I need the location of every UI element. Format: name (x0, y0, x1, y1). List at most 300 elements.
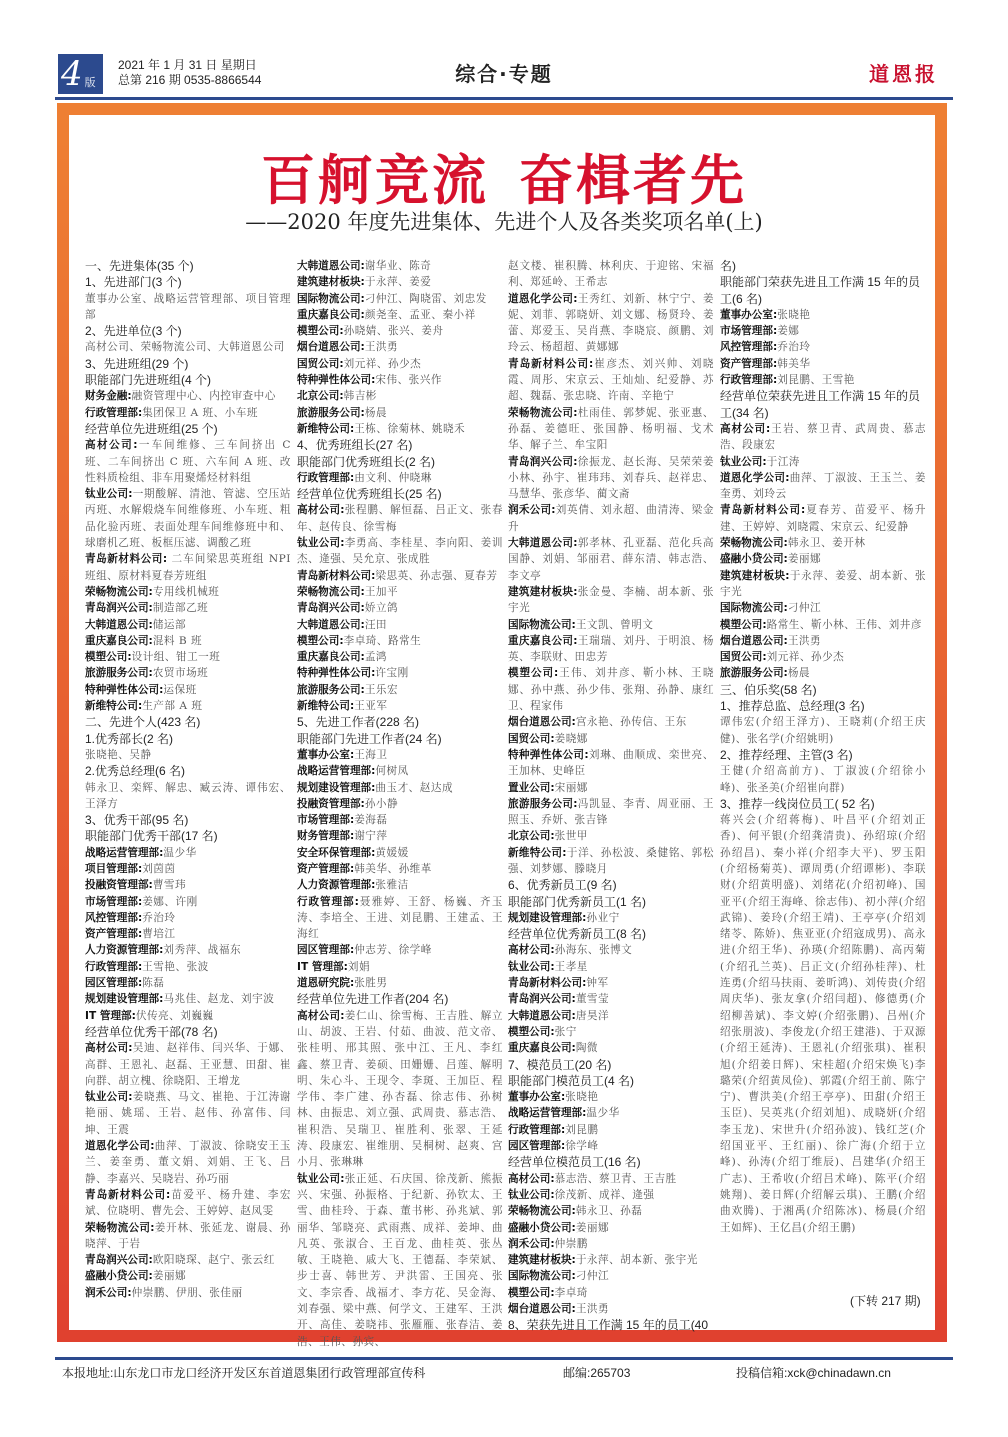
unit-label: 烟台道恩公司: (508, 1303, 576, 1315)
names-text: 姜晓燕、马文、崔艳、于江涛谢艳丽、姚瑶、王岩、赵伟、孙富伟、闫坤、王震 (85, 1091, 291, 1136)
award-entry (85, 910, 291, 926)
award-entry (297, 861, 503, 877)
unit-label: 重庆嘉良公司: (297, 308, 365, 321)
award-entry (297, 747, 503, 763)
award-entry (297, 812, 503, 828)
award-entry (85, 551, 291, 584)
award-entry (85, 1040, 291, 1089)
award-entry (508, 291, 714, 356)
award-entry (720, 535, 926, 551)
unit-label: 钛业公司: (85, 488, 133, 501)
award-entry (85, 437, 291, 486)
unit-label: 新维特公司: (508, 846, 567, 859)
names-text: 崔彦杰、刘兴帅、刘晓霞、周彤、宋京云、王灿灿、纪爱静、苏超、魏磊、张忠晓、许南、辛艳宁 (508, 357, 715, 403)
award-entry (85, 339, 291, 355)
unit-label: 大韩道恩公司: (297, 260, 365, 272)
unit-label: 安全环保管理部: (297, 846, 376, 859)
names-text: 孙业宁 (586, 911, 620, 924)
names-text: 农贸市场班 (152, 667, 209, 680)
names-text: 李勇高、李桂星、李向阳、姜训杰、逄强、吴允京、张成胜 (297, 537, 503, 566)
unit-label: 模塑公司: (297, 325, 344, 338)
section-heading: 职能部门先进班组(4 个) (85, 373, 212, 388)
unit-label: 国贸公司: (297, 357, 344, 370)
names-text: 王秀红、刘新、林宁宁、姜妮、刘菲、郭晓妍、刘文娜、杨贤玲、姜蕾、郑爱玉、吴肖燕、李晓宸、颜鹏、刘玲云、杨超超、黄娜娜 (508, 292, 714, 354)
section-heading: 2、先进单位(3 个) (85, 324, 182, 339)
unit-label: 行政管理部: (85, 406, 143, 419)
names-text: 王瑞瑞、刘丹、于明浪、杨英、李联财、田忠芳 (508, 634, 714, 664)
unit-label: 高材公司: (508, 1172, 555, 1185)
unit-label: IT 管理部: (297, 960, 348, 973)
unit-label: 国际物流公司: (508, 618, 576, 631)
column-1 (85, 258, 291, 1301)
unit-label: 投融资管理部: (85, 879, 153, 892)
names-text: 张晓艳 (565, 1091, 599, 1104)
unit-label: 战略运营管理部: (508, 1107, 587, 1120)
award-entry (85, 649, 291, 665)
names-text: 张世甲 (554, 830, 588, 843)
names-text: 慕志浩、蔡卫青、王吉胜 (554, 1172, 677, 1185)
award-entry (508, 747, 714, 780)
names-text: 集团保卫 A 班、小车班 (142, 406, 258, 419)
award-entry (508, 1138, 714, 1154)
award-entry (85, 584, 291, 600)
unit-label: 国际物流公司: (720, 602, 788, 615)
unit-label: 烟台道恩公司: (720, 634, 788, 647)
section-heading: 经营单位荣获先进且工作满 15 年的员工(34 名) (720, 389, 921, 420)
names-text: 何树凤 (375, 765, 409, 778)
unit-label: 董事办公室: (720, 308, 778, 321)
names-text: 王健(介绍高前方)、丁淑波(介绍徐小峰)、张圣美(介绍崔向群) (720, 765, 926, 794)
names-text: 刘元祥、孙少杰 (343, 357, 422, 370)
unit-label: 模塑公司: (297, 634, 344, 647)
names-text: 仲志芳、徐学峰 (354, 944, 432, 957)
unit-label: 财务金融: (85, 390, 132, 403)
award-entry (297, 291, 503, 307)
award-entry (720, 339, 926, 355)
section-heading: 3、推荐一线岗位员工( 52 名) (720, 796, 875, 811)
award-entry (297, 372, 503, 388)
names-text: 杨晨 (364, 406, 387, 419)
names-text: 刘茵茵 (142, 862, 176, 875)
unit-label: 荣畅物流公司: (508, 1205, 576, 1218)
names-text: 生产部 A 班 (142, 700, 203, 713)
unit-label: 国际物流公司: (508, 1270, 576, 1283)
unit-label: 盛融小贷公司: (85, 1270, 153, 1283)
names-text: 冯凯显、李青、周亚丽、王照玉、乔妍、张吉锋 (508, 797, 714, 827)
names-text: 王洪勇 (787, 634, 822, 647)
names-text: 于永萍、姜爱、胡本新、张宇光 (720, 569, 926, 598)
unit-label: 大韩道恩公司: (508, 1009, 576, 1022)
names-text: 张晓艳 (777, 308, 811, 321)
award-entry (720, 307, 926, 323)
award-entry (508, 1105, 714, 1121)
issue-line: 总第 216 期 0535-8866544 (118, 73, 262, 87)
names-text: 张宁 (554, 1025, 577, 1038)
section-heading: 6、优秀新员工(9 名) (508, 878, 617, 893)
unit-label: 道恩化学公司: (508, 292, 578, 305)
unit-label: 战略运营管理部: (85, 846, 164, 859)
unit-label: 模塑公司: (720, 618, 767, 631)
unit-label: 北京公司: (297, 390, 344, 403)
award-entry (85, 1268, 291, 1284)
names-text: 颜尧奎、孟亚、秦小祥 (364, 308, 476, 321)
names-text: 赵文楼、崔积腾、林利庆、于迎铭、宋福利、郑延岭、王希志 (508, 260, 714, 289)
award-entry (508, 584, 714, 617)
names-text: 王洪勇 (575, 1303, 610, 1315)
award-entry (85, 1008, 291, 1024)
unit-label: 项目管理部: (85, 862, 143, 875)
unit-label: 园区管理部: (508, 1140, 566, 1153)
award-entry (297, 698, 503, 714)
section-heading: 职能部门优秀新员工(1 名) (508, 894, 647, 909)
award-entry (297, 877, 503, 893)
section-title: 综合·专题 (455, 62, 553, 86)
unit-label: 特种弹性体公司: (297, 374, 376, 387)
award-entry (85, 1285, 291, 1301)
unit-label: 青岛润兴公司: (85, 602, 153, 615)
award-entry (508, 454, 714, 503)
section-heading: 职能部门荣获先进且工作满 15 年的员工(6 名) (720, 275, 921, 306)
names-text: 宋伟、张兴作 (375, 374, 442, 387)
names-text: 姜仁山、徐雪梅、王吉胜、解立山、胡波、王岩、付茹、曲波、范文帝、张桂明、邢其照、张中江、王凡、李红鑫、蔡卫青、姜硕、田姗姗、吕莲、解明明、朱心斗、王现令、李斑、王加臣、程学伟、李广建、孙杏磊、徐志伟、孙树林、由振忠、刘立强、武周贵、慕志浩、崔积浩、吴瑞卫、崔胜利、张翠、王延涛、段康宏、崔维朋、吴桐树、赵爽、宫小月、张琳琳 (297, 1009, 503, 1169)
unit-label: 资产管理部: (297, 862, 355, 875)
names-text: 许宝刚 (375, 667, 409, 680)
unit-label: 国贸公司: (508, 732, 555, 745)
unit-label: 青岛新材料公司: (508, 977, 587, 990)
names-text: 于洋、孙松波、桑健铭、郭松强、刘梦娜、滕晓月 (508, 846, 714, 875)
unit-label: 模塑公司: (508, 1286, 555, 1299)
unit-label: 道恩研究院: (297, 977, 355, 990)
names-text: 董雪莹 (575, 993, 610, 1006)
names-text: 于江涛 (766, 455, 800, 468)
names-text: 欧阳晓琛、赵宁、张云红 (152, 1254, 275, 1267)
unit-label: 建筑建材板块: (508, 585, 578, 598)
column-4 (720, 258, 926, 1236)
unit-label: 大韩道恩公司: (508, 537, 578, 550)
footer-email: 投稿信箱:xck@chinadawn.cn (736, 1366, 891, 1380)
award-entry (297, 1008, 503, 1171)
section-heading: 名) (720, 259, 736, 273)
names-text: 陈磊 (142, 977, 165, 990)
award-entry (85, 959, 291, 975)
unit-label: 行政管理部: (720, 374, 778, 387)
award-entry (297, 959, 503, 975)
page-suffix: 版 (84, 76, 96, 89)
unit-label: 青岛新材料公司: (508, 357, 594, 370)
unit-label: 大韩道恩公司: (297, 618, 365, 631)
award-entry (85, 486, 291, 551)
names-text: 二车间梁思英班组 NPI 班组、原材料夏春芳班组 (85, 553, 291, 582)
award-entry (297, 356, 503, 372)
award-entry (508, 991, 714, 1007)
unit-label: 模塑公司: (508, 667, 559, 680)
award-entry (85, 991, 291, 1007)
unit-label: 模塑公司: (508, 1025, 555, 1038)
names-text: 刁仲江 (787, 602, 822, 615)
footer-postcode: 邮编:265703 (563, 1366, 631, 1380)
award-entry (85, 747, 291, 763)
unit-label: 新维特公司: (85, 700, 143, 713)
date-line: 2021 年 1 月 31 日 星期日 (118, 58, 257, 72)
unit-label: 北京公司: (508, 830, 555, 843)
award-entry (508, 1008, 714, 1024)
names-text: 夏春芳、苗爱平、杨升建、王婷婷、刘晓霞、宋京云、纪爱静 (720, 504, 927, 533)
names-text: 李卓琦、路常生 (343, 634, 422, 647)
award-entry (85, 845, 291, 861)
award-entry (85, 926, 291, 942)
unit-label: 市场管理部: (85, 895, 143, 908)
names-text: 刘昆鹏、王雪艳 (777, 374, 855, 387)
section-heading: 5、先进工作者(228 名) (297, 715, 420, 730)
unit-label: 高材公司: (720, 422, 771, 435)
names-text: 徐振龙、赵长海、吴荣荣姜小林、孙宇、崔玮玮、刘春兵、赵祥忠、马慧华、张彦华、蔺文斋 (508, 455, 714, 501)
award-entry (297, 942, 503, 958)
names-text: 杜雨佳、郭梦妮、张亚惠、孙磊、姜德旺、张国静、杨明福、戈术华、解子兰、牟宝阳 (508, 406, 714, 452)
names-text: 谢宁萍 (354, 830, 388, 843)
award-entry (508, 780, 714, 796)
names-text: 刘娟 (347, 960, 371, 973)
unit-label: 高材公司: (297, 1009, 345, 1022)
award-entry (297, 323, 503, 339)
names-text: 姜娜、许刚 (142, 895, 198, 908)
award-entry (508, 1285, 714, 1301)
unit-label: 钛业公司: (508, 1188, 555, 1201)
title-part-2: 奋楫者先 (519, 149, 747, 212)
names-text: 陶微 (575, 1042, 598, 1055)
award-entry (297, 339, 503, 355)
award-entry (85, 405, 291, 421)
unit-label: 青岛润兴公司: (508, 993, 576, 1006)
award-entry (508, 1122, 714, 1138)
names-text: 乔治玲 (777, 341, 811, 354)
names-text: 刘昆鹏 (565, 1123, 599, 1136)
unit-label: 旅游服务公司: (297, 683, 365, 696)
award-entry (508, 1268, 714, 1284)
unit-label: 战略运营管理部: (297, 765, 376, 778)
unit-label: 青岛新材料公司: (85, 1188, 171, 1201)
names-text: 杨晨 (787, 667, 810, 680)
names-text: 王亚军 (354, 700, 388, 713)
unit-label: 规划建设管理部: (508, 911, 587, 924)
award-entry (85, 388, 291, 404)
unit-label: 特种弹性体公司: (297, 667, 376, 680)
names-text: 韩永卫、栾辉、解忠、臧云涛、谭伟宏、王泽方 (85, 781, 291, 810)
unit-label: 旅游服务公司: (720, 667, 788, 680)
award-entry (297, 975, 503, 991)
award-entry (85, 633, 291, 649)
unit-label: 青岛润兴公司: (85, 1254, 153, 1267)
unit-label: 高材公司: (508, 944, 555, 957)
award-entry (720, 763, 926, 796)
award-entry (508, 1203, 714, 1219)
unit-label: 市场管理部: (720, 325, 778, 338)
names-text: 姜丽娜 (152, 1270, 187, 1283)
unit-label: 钛业公司: (297, 537, 345, 550)
names-text: 韩美华、孙维革 (354, 862, 432, 875)
section-heading: 3、先进班组(29 个) (85, 356, 189, 371)
unit-label: 钛业公司: (508, 960, 555, 973)
award-entry (85, 600, 291, 616)
unit-label: 青岛新材料公司: (720, 504, 806, 517)
section-heading: 经营单位模范员工(16 名) (508, 1155, 641, 1170)
unit-label: 道恩化学公司: (720, 471, 790, 484)
award-entry (508, 1236, 714, 1252)
names-text: 张晓艳、吴静 (85, 748, 152, 761)
award-entry (297, 894, 503, 943)
unit-label: 旅游服务公司: (297, 406, 365, 419)
names-text: 于永萍、姜爱 (364, 276, 432, 289)
award-entry (85, 894, 291, 910)
section-heading: 一、先进集体(35 个) (85, 259, 194, 273)
names-text: 路常生、靳小林、王伟、刘井彦 (766, 618, 922, 631)
award-entry (508, 665, 714, 714)
award-entry (85, 1252, 291, 1268)
names-text: 刘琳、曲顺成、栾世亮、王加林、史峰臣 (508, 748, 714, 778)
award-entry (85, 861, 291, 877)
award-entry (508, 796, 714, 829)
award-entry (297, 535, 503, 568)
section-heading: 职能部门优秀干部(17 名) (85, 829, 218, 844)
award-entry (297, 258, 503, 274)
award-entry (508, 633, 714, 666)
unit-label: 行政管理部: (297, 471, 355, 484)
column-3 (508, 258, 714, 1334)
award-entry (297, 307, 503, 323)
award-entry (85, 291, 291, 324)
award-entry (508, 405, 714, 454)
unit-label: 旅游服务公司: (508, 797, 578, 810)
unit-label: 投融资管理部: (297, 797, 365, 810)
section-heading: 职能部门优秀班组长(2 名) (297, 454, 436, 469)
unit-label: 特种弹性体公司: (85, 683, 164, 696)
unit-label: 模塑公司: (85, 651, 132, 664)
names-text: 刘元祥、孙少杰 (766, 651, 845, 664)
unit-label: 行政管理部: (85, 960, 143, 973)
names-text: 蒋兴会(介绍蒋梅)、叶昌平(介绍刘正香)、何平银(介绍龚清贵)、孙绍琼(介绍孙绍昌)、秦小祥(介绍李大平)、罗玉阳(介绍杨菊英)、谭周勇(介绍谭彬)、李联财(介绍黄明盛)、刘绪花(介绍初峰)、国亚平(介绍王海峰、徐志伟)、初小萍(介绍武锦)、姜玲(介绍王靖)、王亭亭(介绍刘绪苓、陈娇)、焦亚亚(介绍寇成男)、高永进(介绍王华)、孙瑛(介绍陈鹏)、高丙菊(介绍孔兰英)、吕正文(介绍孙桂萍)、杜连勇(介绍马扶雨、姜昕鸿)、刘传贵(介绍周庆华)、张友拿(介绍闫超)、修德勇(介绍柳善斌)、李文婷(介绍张鹏)、吕州(介绍张朋波)、李俊龙(介绍王建港)、于双源(介绍王延涛)、王恩礼(介绍张琪)、崔积旭(介绍姜日辉)、宋桂超(介绍宋焕飞)李璐荣(介绍黄凤俭)、郭霞(介绍王前、陈宁宁)、曹洪美(介绍王亭亭)、田甜(介绍王玉臣)、吴英兆(介绍刘旭)、成晓妍(介绍李玉龙)、宋世升(介绍孙波)、钱红芝(介绍国亚平、王红丽)、徐广海(介绍于立峰)、孙涛(介绍丁维辰)、吕建华(介绍王广志)、王希收(介绍吕术峰)、陈平(介绍姚翔)、姜日辉(介绍解云琪)、王鹏(介绍曲欢腾)、于湘禹(介绍陈冰)、杨晨(介绍王如辉)、王亿昌(介绍王鹏) (720, 814, 926, 1234)
unit-label: 润禾公司: (85, 1286, 132, 1299)
award-entry (508, 617, 714, 633)
award-entry (508, 1220, 714, 1236)
award-entry (720, 454, 926, 470)
names-text: 姜娜 (777, 325, 800, 338)
unit-label: 高材公司: (85, 439, 138, 452)
unit-label: 风控管理部: (720, 341, 778, 354)
unit-label: 董事办公室: (297, 748, 355, 761)
award-entry (297, 584, 503, 600)
award-entry (508, 942, 714, 958)
names-text: 张胜男 (354, 977, 388, 990)
award-entry (720, 551, 926, 567)
names-text: 于永萍、胡本新、张宇光 (575, 1254, 698, 1267)
unit-label: 大韩道恩公司: (85, 618, 153, 631)
column-2 (297, 258, 503, 1350)
award-entry (508, 1171, 714, 1187)
section-heading: 1.优秀部长(2 名) (85, 731, 174, 746)
unit-label: 园区管理部: (297, 944, 355, 957)
award-entry (297, 665, 503, 681)
section-heading: 经营单位先进班组(25 个) (85, 421, 218, 436)
section-heading: 1、先进部门(3 个) (85, 275, 182, 290)
names-text: 李卓琦 (554, 1286, 588, 1299)
award-entry (720, 470, 926, 503)
unit-label: 市场管理部: (297, 814, 355, 827)
names-text: 王海卫 (354, 748, 388, 761)
award-entry (297, 682, 503, 698)
award-entry (297, 600, 503, 616)
section-heading: 经营单位优秀新员工(8 名) (508, 927, 647, 942)
names-text: 徐茂新、成祥、逄强 (554, 1188, 655, 1201)
award-entry (297, 1171, 503, 1350)
unit-label: 董事办公室: (508, 1091, 566, 1104)
award-entry (508, 959, 714, 975)
unit-label: 行政管理部: (508, 1123, 566, 1136)
award-entry (720, 600, 926, 616)
names-text: 专用线机械班 (152, 585, 220, 598)
unit-label: 润禾公司: (508, 1237, 555, 1250)
section-heading: 7、模范员工(20 名) (508, 1057, 612, 1072)
names-text: 董事办公室、战略运营管理部、项目管理部 (85, 292, 291, 321)
award-entry (297, 388, 503, 404)
unit-label: 重庆嘉良公司: (85, 634, 153, 647)
section-heading: 2、推荐经理、主管(3 名) (720, 747, 853, 762)
names-text: 韩吉彬 (343, 390, 377, 403)
award-entry (508, 502, 714, 535)
unit-label: 荣畅物流公司: (85, 1221, 155, 1234)
names-text: 韩永卫、姜开林 (787, 537, 866, 550)
unit-label: 人力资源管理部: (297, 879, 376, 892)
names-text: 运保班 (163, 683, 197, 696)
unit-label: 钛业公司: (85, 1091, 133, 1104)
names-text: 王孝星 (554, 960, 588, 973)
award-entry (85, 1138, 291, 1187)
unit-label: 高材公司: (297, 504, 345, 517)
names-text: 张正延、石庆国、徐茂新、熊振兴、宋强、孙振格、于纪新、孙钦太、王雪、曲桂玲、于森、董书彬、孙兆斌、郭丽华、邹晓亮、武雨燕、成祥、姜坤、曲凡英、张淑合、王百龙、曲桂英、张丛敏、王晓艳、戚大飞、王德磊、李荣斌、步士喜、韩世芳、尹洪雷、王国亮、张文、李宗香、战福才、李方花、吴金海、刘春强、梁中燕、何学文、王建军、王洪开、高佳、姜晓祎、张雁雁、张春洁、姜浩、王伟、孙宾、 (297, 1172, 503, 1348)
names-text: 聂雅婷、王舒、杨巍、齐玉涛、李培全、王进、刘昆鹏、王建孟、王海红 (297, 895, 503, 941)
award-entry (508, 535, 714, 584)
names-text: 王乐宏 (364, 683, 399, 696)
award-entry (85, 698, 291, 714)
award-entry (508, 910, 714, 926)
award-entry (85, 1089, 291, 1138)
award-entry (720, 421, 926, 454)
unit-label: 盛融小贷公司: (508, 1221, 576, 1234)
award-entry (297, 405, 503, 421)
names-text: 一期酸解、清池、管滤、空压站丙班、水解煅烧车间维修班、小车班、粗品化验丙班、表面处理车间维修班中和、球磨机乙班、板框压滤、调酸乙班 (85, 488, 291, 550)
names-text: 融资管理中心、内控审查中心 (131, 390, 276, 403)
unit-label: 国际物流公司: (297, 292, 365, 305)
names-text: 张雅洁 (375, 879, 409, 892)
award-entry (508, 828, 714, 844)
names-text: 梁思英、孙志强、夏春芳 (375, 569, 498, 582)
names-text: 孟鸿 (364, 651, 387, 664)
names-text: 乔治玲 (142, 911, 176, 924)
page-number: 4 (61, 54, 83, 94)
award-entry (508, 845, 714, 878)
unit-label: 荣畅物流公司: (508, 406, 578, 419)
section-heading: 1、推荐总监、总经理(3 名) (720, 699, 865, 714)
award-entry (720, 665, 926, 681)
award-entry (297, 421, 503, 437)
award-entry (297, 568, 503, 584)
footer-address: 本报地址:山东龙口市龙口经济开发区东首道恩集团行政管理部宣传科 (62, 1366, 426, 1380)
names-text: 宫永艳、孙传信、王东 (575, 716, 687, 729)
names-text: 姜丽娜 (787, 553, 822, 566)
award-entry (85, 975, 291, 991)
names-text: 王加平 (364, 585, 399, 598)
unit-label: 新维特公司: (297, 700, 355, 713)
award-entry (508, 1252, 714, 1268)
section-heading: 8、荣获先进且工作满 15 年的员工(40 (508, 1318, 709, 1333)
